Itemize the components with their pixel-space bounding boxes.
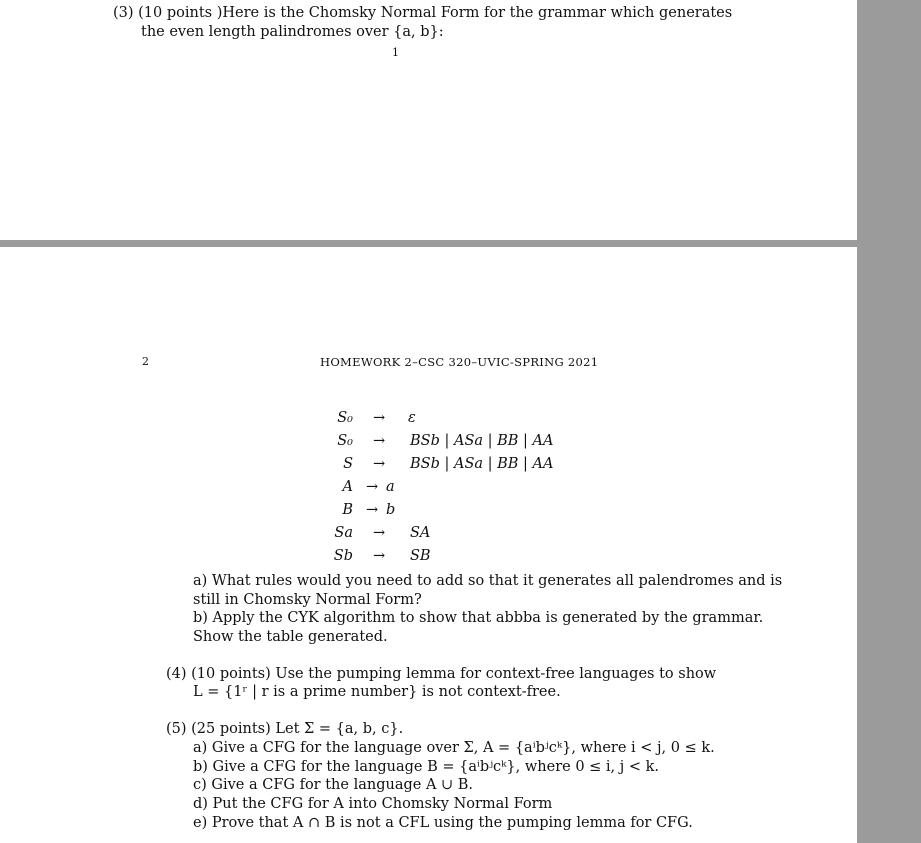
rule-2-lhs: S₀ <box>337 433 353 449</box>
question-3b-line-2: Show the table generated. <box>193 629 388 645</box>
rule-6-arrow: → <box>373 525 386 541</box>
rule-4-rhs: a <box>386 479 395 495</box>
rule-2-arrow: → <box>373 433 386 449</box>
page-number: 2 <box>142 355 149 368</box>
rule-6-rhs: SA <box>410 525 431 541</box>
running-header: HOMEWORK 2–CSC 320–UVIC-SPRING 2021 <box>320 355 599 369</box>
question-5e: e) Prove that A ∩ B is not a CFL using the pumping lemma for CFG. <box>193 815 693 831</box>
question-5-heading: (5) (25 points) Let Σ = {a, b, c}. <box>166 721 404 737</box>
question-5c: c) Give a CFG for the language A ∪ B. <box>193 777 474 793</box>
rule-7-rhs: SB <box>410 548 431 564</box>
question-5a: a) Give a CFG for the language over Σ, A = {aⁱbʲcᵏ}, where i < j, 0 ≤ k. <box>193 740 715 756</box>
rule-6-lhs: Sa <box>334 525 353 541</box>
question-3-line-2: the even length palindromes over {a, b}: <box>141 24 444 40</box>
rule-4-lhs: A <box>342 479 353 495</box>
rule-1-rhs: ε <box>408 410 416 426</box>
question-5b: b) Give a CFG for the language B = {aⁱbʲcᵏ}, where 0 ≤ i, j < k. <box>193 759 660 775</box>
question-3a-line-1: a) What rules would you need to add so that it generates all palendromes and is <box>193 573 783 589</box>
rule-3-lhs: S <box>343 456 353 472</box>
question-3-line-1: (3) (10 points )Here is the Chomsky Normal Form for the grammar which generates <box>113 5 733 21</box>
rule-5-arrow: → <box>366 502 379 518</box>
question-4-line-1: (4) (10 points) Use the pumping lemma for context-free languages to show <box>166 666 717 682</box>
page-2 <box>0 247 857 843</box>
rule-4-arrow: → <box>366 479 379 495</box>
question-3a-line-2: still in Chomsky Normal Form? <box>193 592 422 608</box>
page-1 <box>0 0 857 240</box>
rule-7-lhs: Sb <box>333 548 353 564</box>
question-5d: d) Put the CFG for A into Chomsky Normal Form <box>193 796 553 812</box>
question-3b-line-1: b) Apply the CYK algorithm to show that abbba is generated by the grammar. <box>193 610 764 626</box>
page-gap <box>0 240 857 247</box>
rule-3-arrow: → <box>373 456 386 472</box>
rule-7-arrow: → <box>373 548 386 564</box>
rule-3-rhs: BSb | ASa | BB | AA <box>410 456 554 472</box>
rule-5-rhs: b <box>386 502 396 518</box>
rule-5-lhs: B <box>342 502 353 518</box>
rule-2-rhs: BSb | ASa | BB | AA <box>410 433 554 449</box>
question-4-line-2: L = {1ʳ | r is a prime number} is not context-free. <box>193 684 561 700</box>
rule-1-lhs: S₀ <box>337 410 353 426</box>
page-number: 1 <box>392 46 399 59</box>
rule-1-arrow: → <box>373 410 386 426</box>
